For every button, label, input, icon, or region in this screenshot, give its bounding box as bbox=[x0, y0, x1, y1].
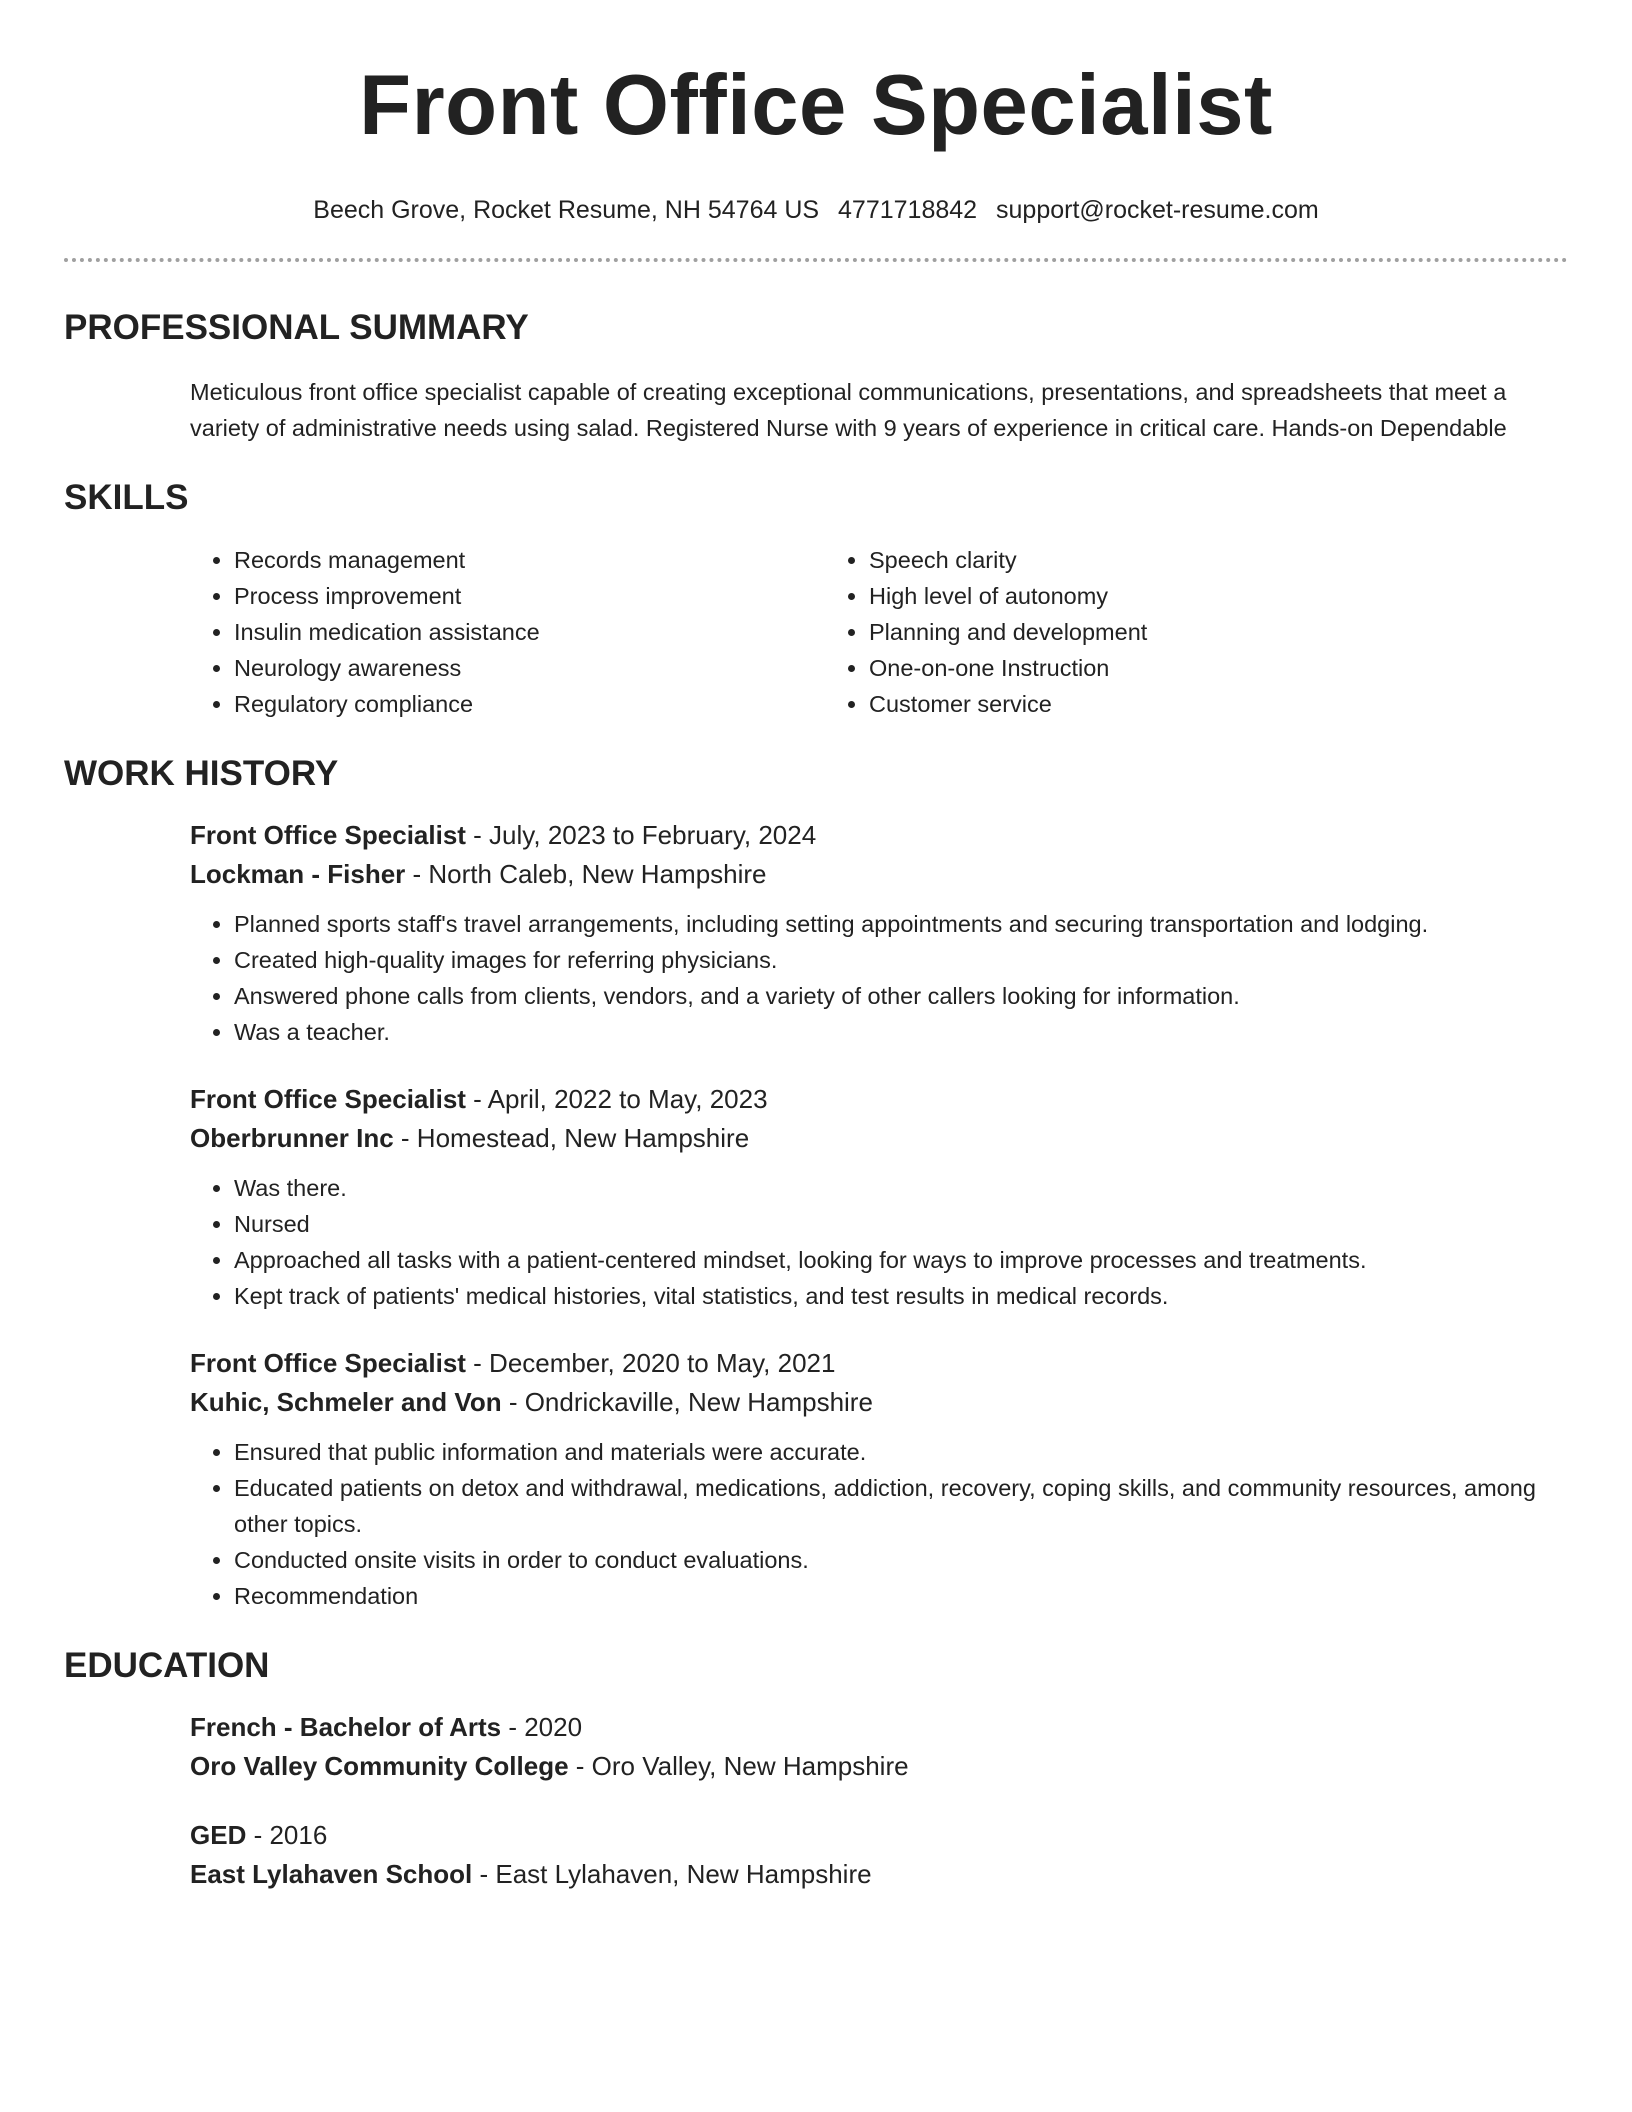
candidate-name: Front Office Specialist bbox=[359, 58, 1273, 153]
job-bullets bbox=[190, 1170, 1568, 1314]
skill-item: • High level of autonomy bbox=[869, 578, 1460, 614]
job-role: Front Office Specialist bbox=[190, 1348, 466, 1378]
job-role: Front Office Specialist bbox=[190, 820, 466, 850]
job-entry bbox=[190, 1344, 1568, 1614]
education-location: - Oro Valley, New Hampshire bbox=[568, 1751, 909, 1781]
education-section bbox=[64, 1644, 1568, 1894]
summary-heading: PROFESSIONAL SUMMARY bbox=[64, 308, 529, 347]
job-company-line bbox=[190, 854, 1568, 894]
header-divider bbox=[64, 258, 1568, 262]
job-bullet: • Was there. bbox=[234, 1170, 1568, 1206]
education-year: - 2020 bbox=[501, 1712, 583, 1742]
skill-item: • Planning and development bbox=[869, 614, 1460, 650]
job-bullet: • Answered phone calls from clients, vendors, and a variety of other callers looking for information. bbox=[234, 978, 1568, 1014]
skill-item: • Neurology awareness bbox=[234, 650, 825, 686]
job-role: Front Office Specialist bbox=[190, 1084, 466, 1114]
job-title-line bbox=[190, 1344, 1568, 1382]
contact-phone: 4771718842 bbox=[838, 196, 978, 224]
skills-columns bbox=[190, 542, 1568, 722]
contact-line bbox=[64, 194, 1568, 226]
job-bullet: • Nursed bbox=[234, 1206, 1568, 1242]
job-title-line bbox=[190, 1080, 1568, 1118]
job-title-line bbox=[190, 816, 1568, 854]
job-company: Lockman - Fisher bbox=[190, 859, 406, 889]
job-location: - North Caleb, New Hampshire bbox=[405, 859, 767, 889]
education-heading: EDUCATION bbox=[64, 1646, 270, 1685]
education-degree-line bbox=[190, 1708, 1568, 1746]
job-location: - Homestead, New Hampshire bbox=[393, 1123, 750, 1153]
job-bullets bbox=[190, 1434, 1568, 1614]
skill-item: • Speech clarity bbox=[869, 542, 1460, 578]
education-school: East Lylahaven School bbox=[190, 1859, 473, 1889]
skill-item: • Insulin medication assistance bbox=[234, 614, 825, 650]
education-year: - 2016 bbox=[246, 1820, 328, 1850]
education-degree-line bbox=[190, 1816, 1568, 1854]
skills-section bbox=[64, 476, 1568, 722]
job-bullet: • Approached all tasks with a patient-centered mindset, looking for ways to improve processes and treatments. bbox=[234, 1242, 1568, 1278]
education-degree: GED bbox=[190, 1820, 247, 1850]
job-bullet: • Planned sports staff's travel arrangements, including setting appointments and securing transportation and lodging. bbox=[234, 906, 1568, 942]
job-bullet: • Conducted onsite visits in order to conduct evaluations. bbox=[234, 1542, 1568, 1578]
job-dates: - December, 2020 to May, 2021 bbox=[465, 1348, 836, 1378]
education-school: Oro Valley Community College bbox=[190, 1751, 569, 1781]
job-dates: - July, 2023 to February, 2024 bbox=[465, 820, 817, 850]
job-location: - Ondrickaville, New Hampshire bbox=[501, 1387, 873, 1417]
job-entry bbox=[190, 1080, 1568, 1314]
job-dates: - April, 2022 to May, 2023 bbox=[465, 1084, 768, 1114]
education-location: - East Lylahaven, New Hampshire bbox=[472, 1859, 872, 1889]
skill-item: • One-on-one Instruction bbox=[869, 650, 1460, 686]
skill-item: • Records management bbox=[234, 542, 825, 578]
skill-item: • Regulatory compliance bbox=[234, 686, 825, 722]
skills-list-left bbox=[190, 542, 825, 722]
job-bullet: • Recommendation bbox=[234, 1578, 1568, 1614]
job-bullet: • Ensured that public information and materials were accurate. bbox=[234, 1434, 1568, 1470]
job-bullets bbox=[190, 906, 1568, 1050]
education-degree: French - Bachelor of Arts bbox=[190, 1712, 502, 1742]
job-company-line bbox=[190, 1118, 1568, 1158]
summary-text: Meticulous front office specialist capable of creating exceptional communications, presentations, and spreadsheets that meet a variety of administrative needs using salad. Registered Nurse with 9 years of experience in critical care. Hands-on Dependable bbox=[190, 379, 1507, 441]
contact-email: support@rocket-resume.com bbox=[996, 196, 1319, 224]
job-bullet: • Was a teacher. bbox=[234, 1014, 1568, 1050]
skills-heading: SKILLS bbox=[64, 478, 189, 517]
skill-item: • Process improvement bbox=[234, 578, 825, 614]
contact-address: Beech Grove, Rocket Resume, NH 54764 US bbox=[313, 196, 820, 224]
job-bullet: • Kept track of patients' medical histories, vital statistics, and test results in medical records. bbox=[234, 1278, 1568, 1314]
education-school-line bbox=[190, 1854, 1568, 1894]
job-company: Kuhic, Schmeler and Von bbox=[190, 1387, 502, 1417]
summary-section bbox=[64, 306, 1568, 446]
education-school-line bbox=[190, 1746, 1568, 1786]
job-bullet: • Created high-quality images for referring physicians. bbox=[234, 942, 1568, 978]
skill-item: • Customer service bbox=[869, 686, 1460, 722]
education-entry bbox=[190, 1708, 1568, 1786]
work-history-heading: WORK HISTORY bbox=[64, 754, 339, 793]
job-entry bbox=[190, 816, 1568, 1050]
work-history-section bbox=[64, 752, 1568, 1614]
education-entry bbox=[190, 1816, 1568, 1894]
job-bullet: • Educated patients on detox and withdrawal, medications, addiction, recovery, coping skills, and community resources, among other topics. bbox=[234, 1470, 1568, 1542]
job-company: Oberbrunner Inc bbox=[190, 1123, 394, 1153]
skills-list-right bbox=[825, 542, 1460, 722]
job-company-line bbox=[190, 1382, 1568, 1422]
